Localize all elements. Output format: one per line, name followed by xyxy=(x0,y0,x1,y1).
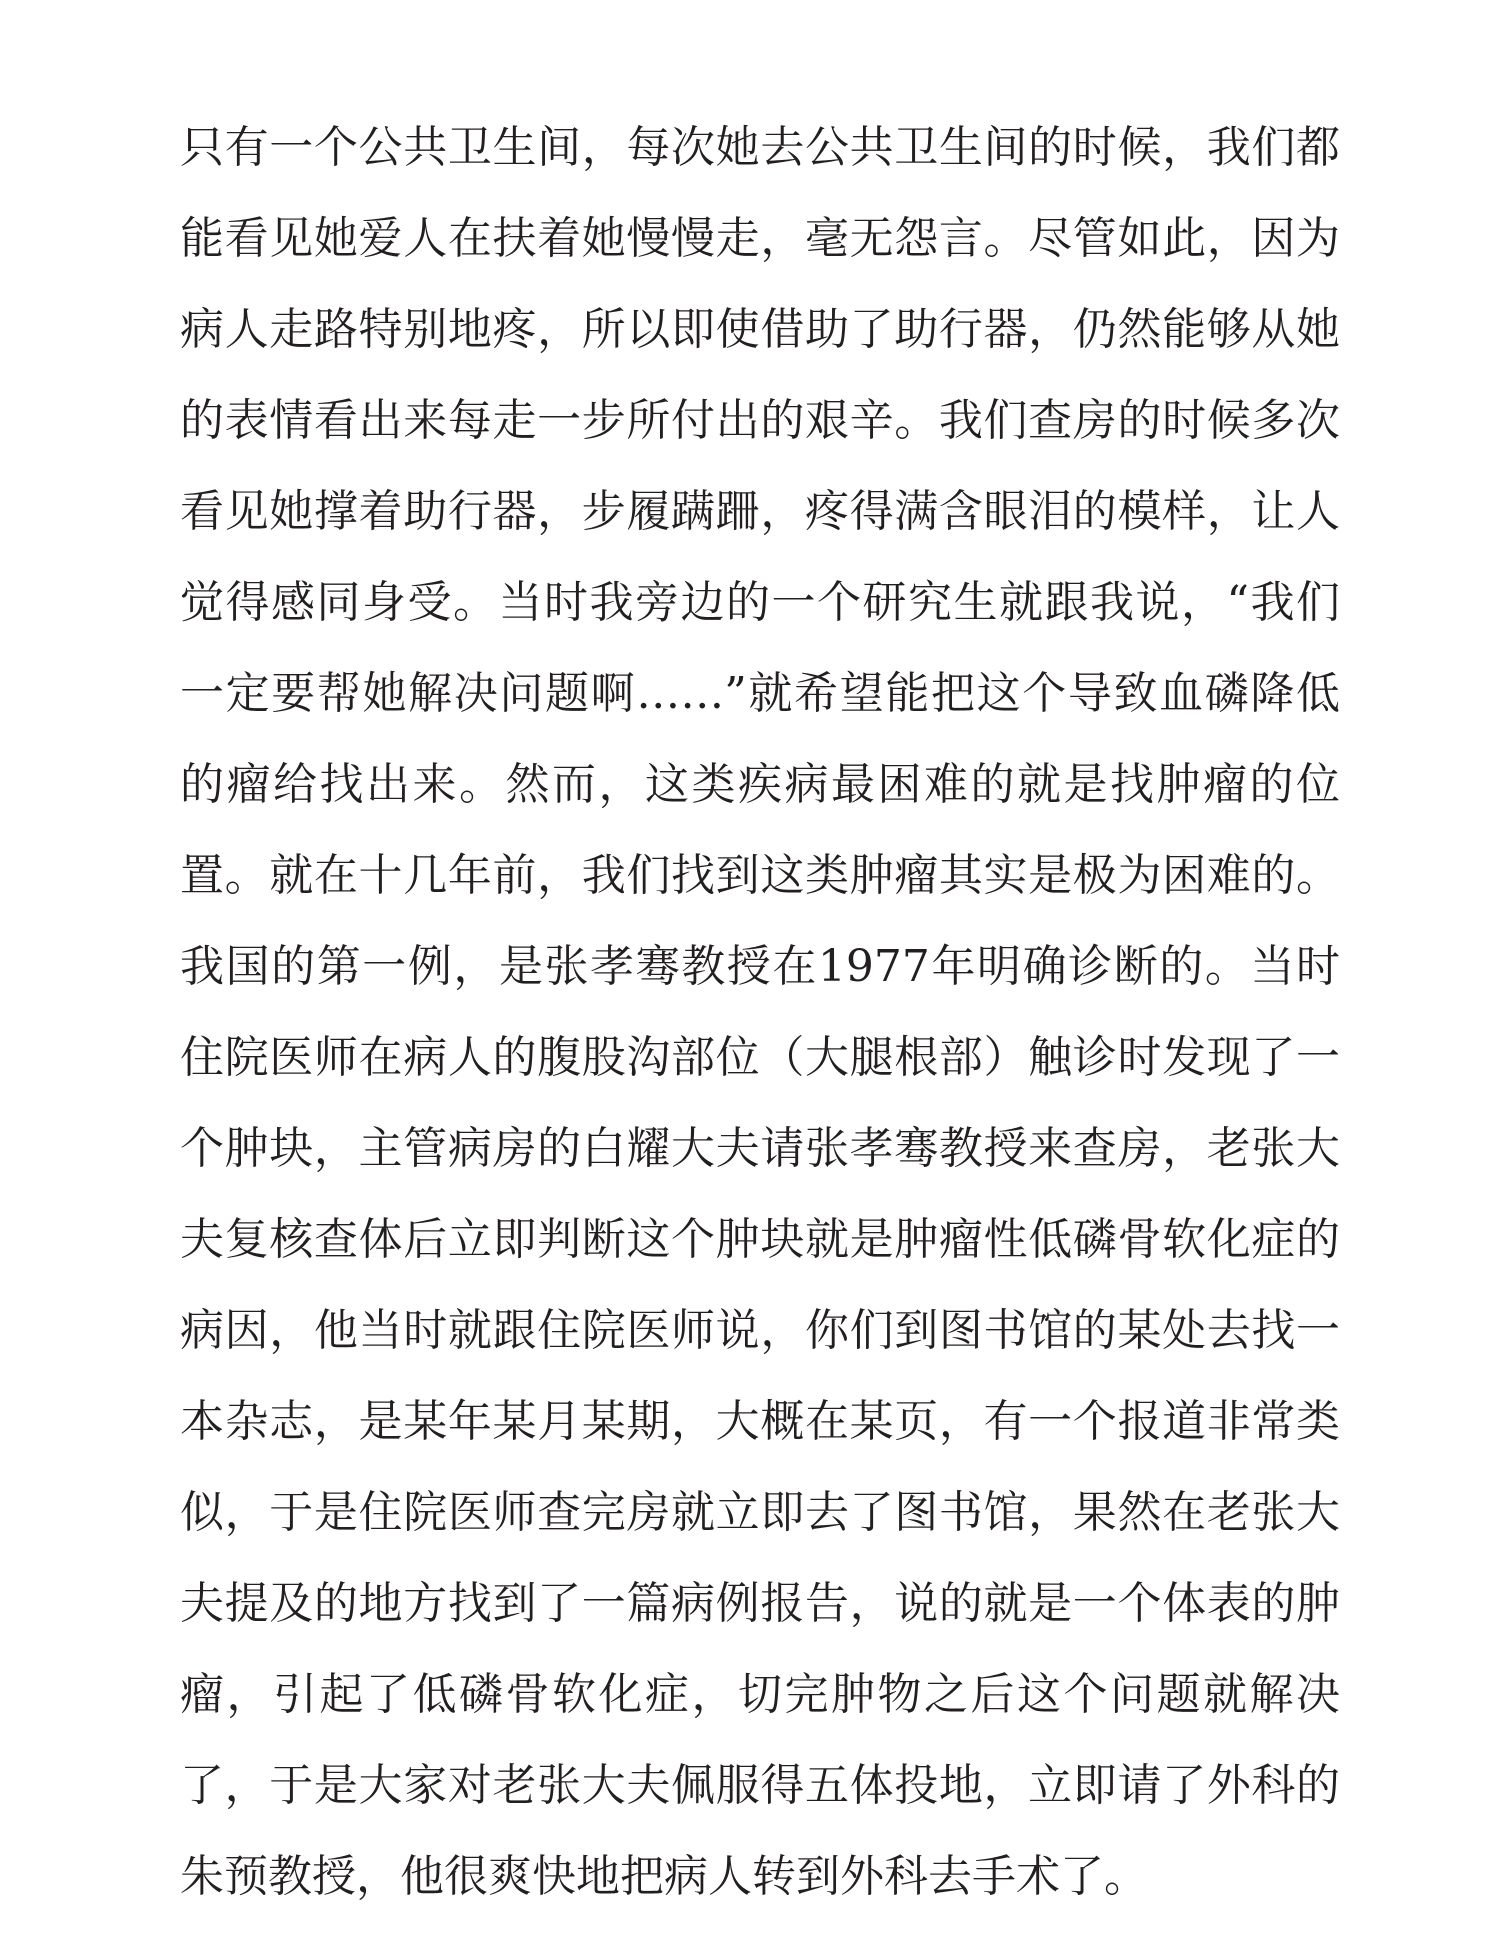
text-line: 的瘤给找出来。然而，这类疾病最困难的就是找肿瘤的位 xyxy=(180,759,1340,810)
text-line: 住院医师在病人的腹股沟部位（大腿根部）触诊时发现了一 xyxy=(180,1032,1340,1083)
text-line: 了，于是大家对老张大夫佩服得五体投地，立即请了外科的 xyxy=(180,1760,1340,1811)
text-line: 本杂志，是某年某月某期，大概在某页，有一个报道非常类 xyxy=(180,1396,1340,1447)
text-line: 的表情看出来每走一步所付出的艰辛。我们查房的时候多次 xyxy=(180,395,1340,446)
text-line: 夫提及的地方找到了一篇病例报告，说的就是一个体表的肿 xyxy=(180,1578,1340,1629)
text-line: 置。就在十几年前，我们找到这类肿瘤其实是极为困难的。 xyxy=(180,850,1340,901)
text-line: 个肿块，主管病房的白耀大夫请张孝骞教授来查房，老张大 xyxy=(180,1123,1340,1174)
text-line: 一定要帮她解决问题啊……”就希望能把这个导致血磷降低 xyxy=(180,668,1340,719)
text-line: 觉得感同身受。当时我旁边的一个研究生就跟我说，“我们 xyxy=(180,577,1340,628)
text-line: 瘤，引起了低磷骨软化症，切完肿物之后这个问题就解决 xyxy=(180,1669,1340,1720)
text-line: 能看见她爱人在扶着她慢慢走，毫无怨言。尽管如此，因为 xyxy=(180,213,1340,264)
text-line: 我国的第一例，是张孝骞教授在1977年明确诊断的。当时 xyxy=(180,941,1340,992)
text-line: 夫复核查体后立即判断这个肿块就是肿瘤性低磷骨软化症的 xyxy=(180,1214,1340,1265)
text-line: 只有一个公共卫生间，每次她去公共卫生间的时候，我们都 xyxy=(180,122,1340,173)
body-paragraph xyxy=(180,102,1340,1922)
text-line: 朱预教授，他很爽快地把病人转到外科去手术了。 xyxy=(180,1851,1148,1902)
text-line: 似，于是住院医师查完房就立即去了图书馆，果然在老张大 xyxy=(180,1487,1340,1538)
text-line: 病因，他当时就跟住院医师说，你们到图书馆的某处去找一 xyxy=(180,1305,1340,1356)
text-line: 病人走路特别地疼，所以即使借助了助行器，仍然能够从她 xyxy=(180,304,1340,355)
text-line: 看见她撑着助行器，步履蹒跚，疼得满含眼泪的模样，让人 xyxy=(180,486,1340,537)
